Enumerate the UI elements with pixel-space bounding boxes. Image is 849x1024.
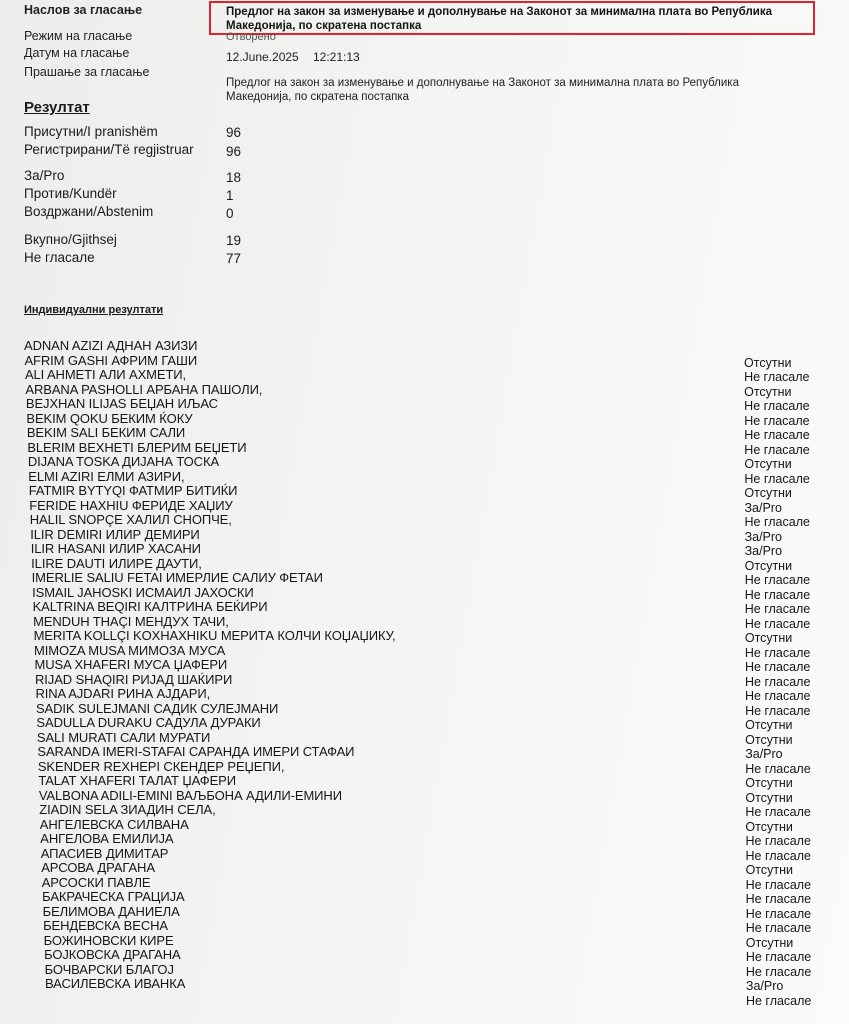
- result-row-vote: Отсутни: [745, 776, 793, 790]
- result-row-vote: Не гласале: [744, 370, 810, 384]
- result-row-vote: Не гласале: [744, 515, 810, 529]
- time-value: 12:21:13: [313, 50, 360, 64]
- question-value: Предлог на закон за изменување и дополнување на Законот за минимална плата во Република Македонија, по скратена постапка: [226, 77, 739, 103]
- result-row-name: ILIRE DAUTI ИЛИРЕ ДАУТИ,: [31, 555, 202, 571]
- result-row-name: HALIL SNOPÇE ХАЛИЛ СНОПЧЕ,: [29, 512, 232, 527]
- result-row-vote: Отсутни: [745, 732, 793, 747]
- result-row-vote: Не гласале: [745, 906, 812, 921]
- result-row-name: ADNAN AZIZI АДНАН АЗИЗИ: [24, 338, 198, 353]
- present-label: Присутни/I pranishëm: [24, 124, 158, 139]
- result-row-vote: Не гласале: [745, 993, 812, 1008]
- result-row-vote: Отсутни: [744, 457, 792, 471]
- result-row-name: IMERLIE SALIU FETAI ИМЕРЛИЕ САЛИУ ФЕТАИ: [31, 570, 323, 585]
- mode-value: Отворено: [226, 31, 276, 43]
- abstain-value: 0: [226, 206, 234, 221]
- result-row-name: АНГЕЛОВА ЕМИЛИЈА: [40, 831, 174, 846]
- result-row-vote: За/Pro: [744, 544, 783, 558]
- date-label: Датум на гласање: [24, 46, 130, 60]
- result-row-name: БАКРАЧЕСКА ГРАЦИЈА: [42, 889, 185, 904]
- abstain-label: Воздржани/Abstenim: [24, 204, 154, 219]
- result-row-name: AFRIM GASHI АФРИМ ГАШИ: [24, 352, 198, 368]
- result-row-vote: Отсутни: [745, 819, 793, 834]
- result-row-vote: Не гласале: [745, 674, 811, 689]
- result-row-name: FATMIR BYTYQI ФАТМИР БИТИЌИ: [28, 483, 238, 498]
- result-row-name: АРСОСКИ ПАВЛЕ: [41, 874, 151, 890]
- result-row-vote: За/Pro: [745, 747, 783, 761]
- result-row-vote: Не гласале: [744, 399, 810, 413]
- result-row-vote: Не гласале: [744, 428, 810, 442]
- against-value: 1: [226, 188, 234, 203]
- result-row-vote: Отсутни: [744, 384, 792, 399]
- result-row-name: SADULLA DURAKU САДУЛА ДУРАКИ: [36, 715, 261, 730]
- vote-title-value: Предлог на закон за изменување и дополнување на Законот за минимална плата во Република Македонија, по скратена постапка: [226, 6, 772, 32]
- result-row-vote: Не гласале: [744, 645, 811, 660]
- result-row-vote: Не гласале: [744, 471, 810, 486]
- result-row-name: ZIADIN SELA ЗИАДИН СЕЛА,: [39, 802, 216, 817]
- result-row-name: BEJXHAN ILIJAS БЕЏАН ИЉАС: [25, 396, 218, 411]
- present-value: 96: [226, 125, 242, 140]
- result-row-name: ISMAIL JAHOSKI ИСМАИЛ ЈАХОСКИ: [32, 584, 254, 600]
- result-row-vote: Отсутни: [745, 790, 793, 805]
- result-row-vote: Не гласале: [744, 587, 811, 602]
- result-row-name: BEKIM SALI БЕКИМ САЛИ: [26, 425, 186, 440]
- result-row-vote: Не гласале: [744, 616, 811, 631]
- result-row-name: АПАСИЕВ ДИМИТАР: [40, 845, 169, 861]
- question-label: Прашање за гласање: [24, 65, 150, 79]
- result-row-vote: Не гласале: [745, 834, 811, 848]
- result-row-vote: Не гласале: [745, 689, 811, 703]
- result-row-name: ВАСИЛЕВСКА ИВАНКА: [45, 976, 186, 991]
- individual-results-heading: Индивидуални резултати: [24, 304, 164, 316]
- result-row-vote: Не гласале: [745, 703, 811, 718]
- mode-label: Режим на гласање: [24, 29, 133, 43]
- result-heading: Резултат: [24, 99, 90, 116]
- result-row-name: БОЈКОВСКА ДРАГАНА: [44, 947, 181, 962]
- result-row-name: БЕНДЕВСКА ВЕСНА: [43, 918, 168, 933]
- result-row-vote: Отсутни: [744, 558, 793, 573]
- result-row-vote: За/Pro: [744, 529, 782, 544]
- result-row-vote: Отсутни: [744, 486, 792, 500]
- against-label: Против/Kundër: [24, 186, 117, 201]
- result-row-name: АРСОВА ДРАГАНА: [41, 860, 155, 875]
- result-row-name: ILIR DEMIRI ИЛИР ДЕМИРИ: [30, 526, 200, 542]
- total-label: Вкупно/Gjithsej: [24, 232, 117, 247]
- not-voted-label: Не гласале: [24, 250, 95, 265]
- result-row-vote: Не гласале: [745, 848, 811, 863]
- result-row-vote: Не гласале: [745, 877, 812, 892]
- not-voted-value: 77: [226, 251, 242, 266]
- result-row-vote: Отсутни: [744, 631, 793, 645]
- result-row-vote: Не гласале: [745, 964, 812, 979]
- result-row-name: RINA AJDARI РИНА АЈДАРИ,: [35, 686, 211, 701]
- result-row-name: БЕЛИМОВА ДАНИЕЛА: [42, 903, 180, 919]
- result-row-vote: Не гласале: [744, 573, 811, 587]
- result-row-name: ARBANA PASHOLLI АРБАНА ПАШОЛИ,: [25, 381, 263, 397]
- result-row-vote: Отсутни: [745, 935, 794, 950]
- result-row-vote: Не гласале: [745, 921, 812, 935]
- result-row-vote: Не гласале: [745, 950, 812, 964]
- result-row-vote: Не гласале: [744, 442, 810, 457]
- result-row-name: KALTRINA BEQIRI КАЛТРИНА БЕЌИРИ: [32, 599, 268, 614]
- result-row-vote: Не гласале: [745, 892, 812, 906]
- result-row-name: ALI AHMETI АЛИ АХМЕТИ,: [24, 367, 187, 382]
- result-row-name: VALBONA ADILI-EMINI ВАЉБОНА АДИЛИ-ЕМИНИ: [38, 787, 342, 803]
- result-row-name: MIMOZA MUSA МИМОЗА МУСА: [34, 642, 226, 658]
- result-row-vote: Не гласале: [745, 805, 811, 819]
- result-row-vote: За/Pro: [744, 500, 782, 515]
- result-row-name: SARANDA IMERI-STAFAI САРАНДА ИМЕРИ СТАФАИ: [37, 744, 355, 759]
- result-row-name: BLERIM BEXHETI БЛЕРИМ БЕЏЕТИ: [27, 439, 247, 455]
- result-row-name: TALAT XHAFERI ТАЛАТ ЏАФЕРИ: [38, 773, 236, 788]
- result-row-name: MENDUH THAÇI МЕНДУХ ТАЧИ,: [33, 613, 229, 629]
- result-row-name: SALI MURATI САЛИ МУРАТИ: [36, 729, 211, 745]
- for-value: 18: [226, 170, 242, 185]
- result-row-vote: Не гласале: [745, 761, 811, 776]
- result-row-name: БОЖИНОВСКИ КИРЕ: [43, 932, 174, 948]
- result-row-vote: Отсутни: [745, 863, 793, 877]
- result-row-name: БОЧВАРСКИ БЛАГОЈ: [44, 961, 174, 977]
- result-row-name: SKENDER REXHEPI СКЕНДЕР РЕЏЕПИ,: [37, 758, 285, 774]
- registered-value: 96: [226, 144, 242, 159]
- title-label: Наслов за гласање: [24, 3, 143, 17]
- result-row-name: ELMI AZIRI ЕЛМИ АЗИРИ,: [28, 468, 185, 484]
- result-row-vote: Не гласале: [744, 660, 811, 674]
- result-row-name: ILIR HASANI ИЛИР ХАСАНИ: [30, 541, 201, 556]
- result-row-vote: За/Pro: [745, 979, 784, 993]
- result-row-name: DIJANA TOSKA ДИЈАНА ТОСКА: [27, 454, 220, 469]
- result-row-name: SADIK SULEJMANI САДИК СУЛЕЈМАНИ: [35, 700, 279, 716]
- registered-label: Регистрирани/Të regjistruar: [24, 142, 194, 157]
- result-row-name: АНГЕЛЕВСКА СИЛВАНА: [39, 816, 189, 832]
- date-value: 12.June.2025: [226, 50, 299, 64]
- result-row-name: RIJAD SHAQIRI РИЈАД ШАЌИРИ: [35, 671, 233, 687]
- result-row-name: BEKIM QOKU БЕКИМ ЌОКУ: [26, 410, 193, 426]
- total-value: 19: [226, 233, 242, 248]
- result-row-vote: Не гласале: [744, 413, 810, 428]
- result-row-name: FERIDE HAXHIU ФЕРИДЕ ХАЏИУ: [29, 497, 233, 513]
- for-label: За/Pro: [24, 168, 65, 183]
- result-row-vote: Не гласале: [744, 602, 811, 616]
- result-row-name: MERITA KOLLÇI KOXHAXHIKU МЕРИТА КОЛЧИ КОЏАЏИКУ,: [33, 628, 396, 643]
- result-row-vote: Отсутни: [745, 718, 793, 732]
- result-row-vote: Отсутни: [744, 355, 792, 370]
- result-row-name: MUSA XHAFERI МУСА ЏАФЕРИ: [34, 657, 228, 672]
